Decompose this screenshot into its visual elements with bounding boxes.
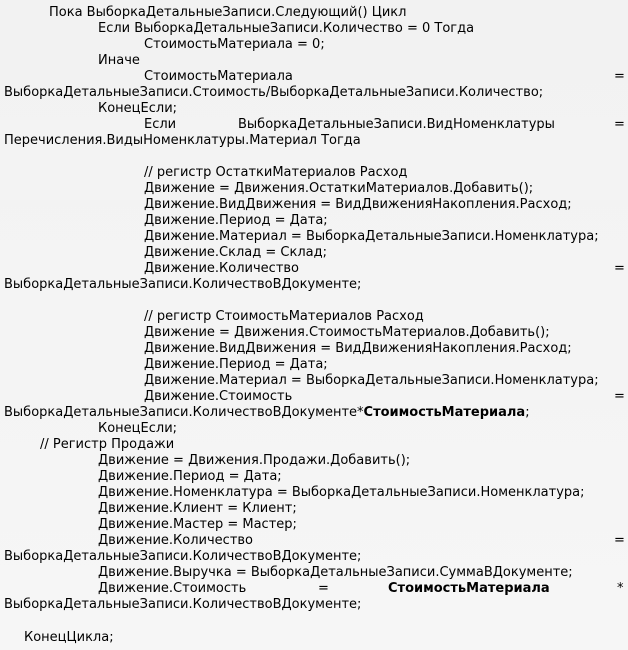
code-bold-identifier: СтоимостьМатериала	[388, 581, 550, 596]
code-operator: =	[614, 69, 625, 84]
code-line: Если ВыборкаДетальныеЗаписи.Количество = 0 Тогда	[98, 21, 475, 36]
code-bold-identifier: СтоимостьМатериала	[363, 405, 526, 420]
code-line: Перечисления.ВидыНоменклатуры.Материал Тогда	[4, 133, 361, 148]
code-keyword: Если	[144, 117, 177, 132]
code-line: КонецЕсли;	[98, 421, 178, 436]
code-line: Движение = Движения.СтоимостьМатериалов.Добавить();	[144, 325, 550, 340]
code-line: ВыборкаДетальныеЗаписи.Стоимость/ВыборкаДетальныеЗаписи.Количество;	[4, 85, 544, 100]
code-line: ВыборкаДетальныеЗаписи.КоличествоВДокументе;	[4, 597, 362, 612]
code-operator: =	[614, 261, 625, 276]
code-line: Движение.Период = Дата;	[144, 213, 328, 228]
code-line: Движение.ВидДвижения = ВидДвиженияНакопления.Расход;	[144, 341, 572, 356]
code-line: СтоимостьМатериала	[144, 69, 293, 84]
code-text: ;	[525, 405, 530, 420]
code-line: Движение.Количество	[144, 261, 300, 276]
code-line: ВыборкаДетальныеЗаписи.КоличествоВДокументе;	[4, 277, 362, 292]
code-line: ВыборкаДетальныеЗаписи.ВидНоменклатуры	[238, 117, 555, 132]
code-line: Движение.Клиент = Клиент;	[98, 501, 297, 516]
code-line: КонецЦикла;	[24, 630, 114, 645]
code-line: Пока ВыборкаДетальныеЗаписи.Следующий() Цикл	[49, 5, 407, 20]
code-line: СтоимостьМатериала = 0;	[144, 37, 325, 52]
code-line: Движение.Количество	[98, 533, 254, 548]
code-line: Движение.Материал = ВыборкаДетальныеЗаписи.Номенклатура;	[144, 229, 599, 244]
code-operator: =	[318, 581, 329, 596]
code-line: Движение.Период = Дата;	[144, 357, 328, 372]
code-line: Движение.Мастер = Мастер;	[98, 517, 297, 532]
code-operator: =	[614, 117, 625, 132]
code-line: КонецЕсли;	[98, 101, 178, 116]
code-comment: // регистр ОстаткиМатериалов Расход	[144, 165, 408, 180]
code-line	[4, 404, 530, 421]
code-operator: =	[614, 533, 625, 548]
code-operator: *	[617, 581, 624, 596]
code-line: Движение.Стоимость	[144, 389, 293, 404]
code-line: Иначе	[98, 53, 140, 68]
code-line: Движение.ВидДвижения = ВидДвиженияНакопления.Расход;	[144, 197, 572, 212]
code-line: Движение.Склад = Склад;	[144, 245, 327, 260]
code-line: Движение = Движения.ОстаткиМатериалов.Добавить();	[144, 181, 534, 196]
code-line: Движение.Материал = ВыборкаДетальныеЗаписи.Номенклатура;	[144, 373, 599, 388]
code-line: ВыборкаДетальныеЗаписи.КоличествоВДокументе;	[4, 549, 362, 564]
code-comment: // Регистр Продажи	[40, 437, 175, 452]
code-line: Движение.Номенклатура = ВыборкаДетальныеЗаписи.Номенклатура;	[98, 485, 585, 500]
code-text: ВыборкаДетальныеЗаписи.КоличествоВДокументе*	[4, 405, 364, 420]
code-comment: // регистр СтоимостьМатериалов Расход	[144, 309, 424, 324]
code-line: Движение.Стоимость	[98, 581, 247, 596]
code-line: Движение.Выручка = ВыборкаДетальныеЗаписи.СуммаВДокументе;	[98, 565, 573, 580]
code-operator: =	[614, 389, 625, 404]
code-line: Движение.Период = Дата;	[98, 469, 282, 484]
code-line: Движение = Движения.Продажи.Добавить();	[98, 453, 411, 468]
